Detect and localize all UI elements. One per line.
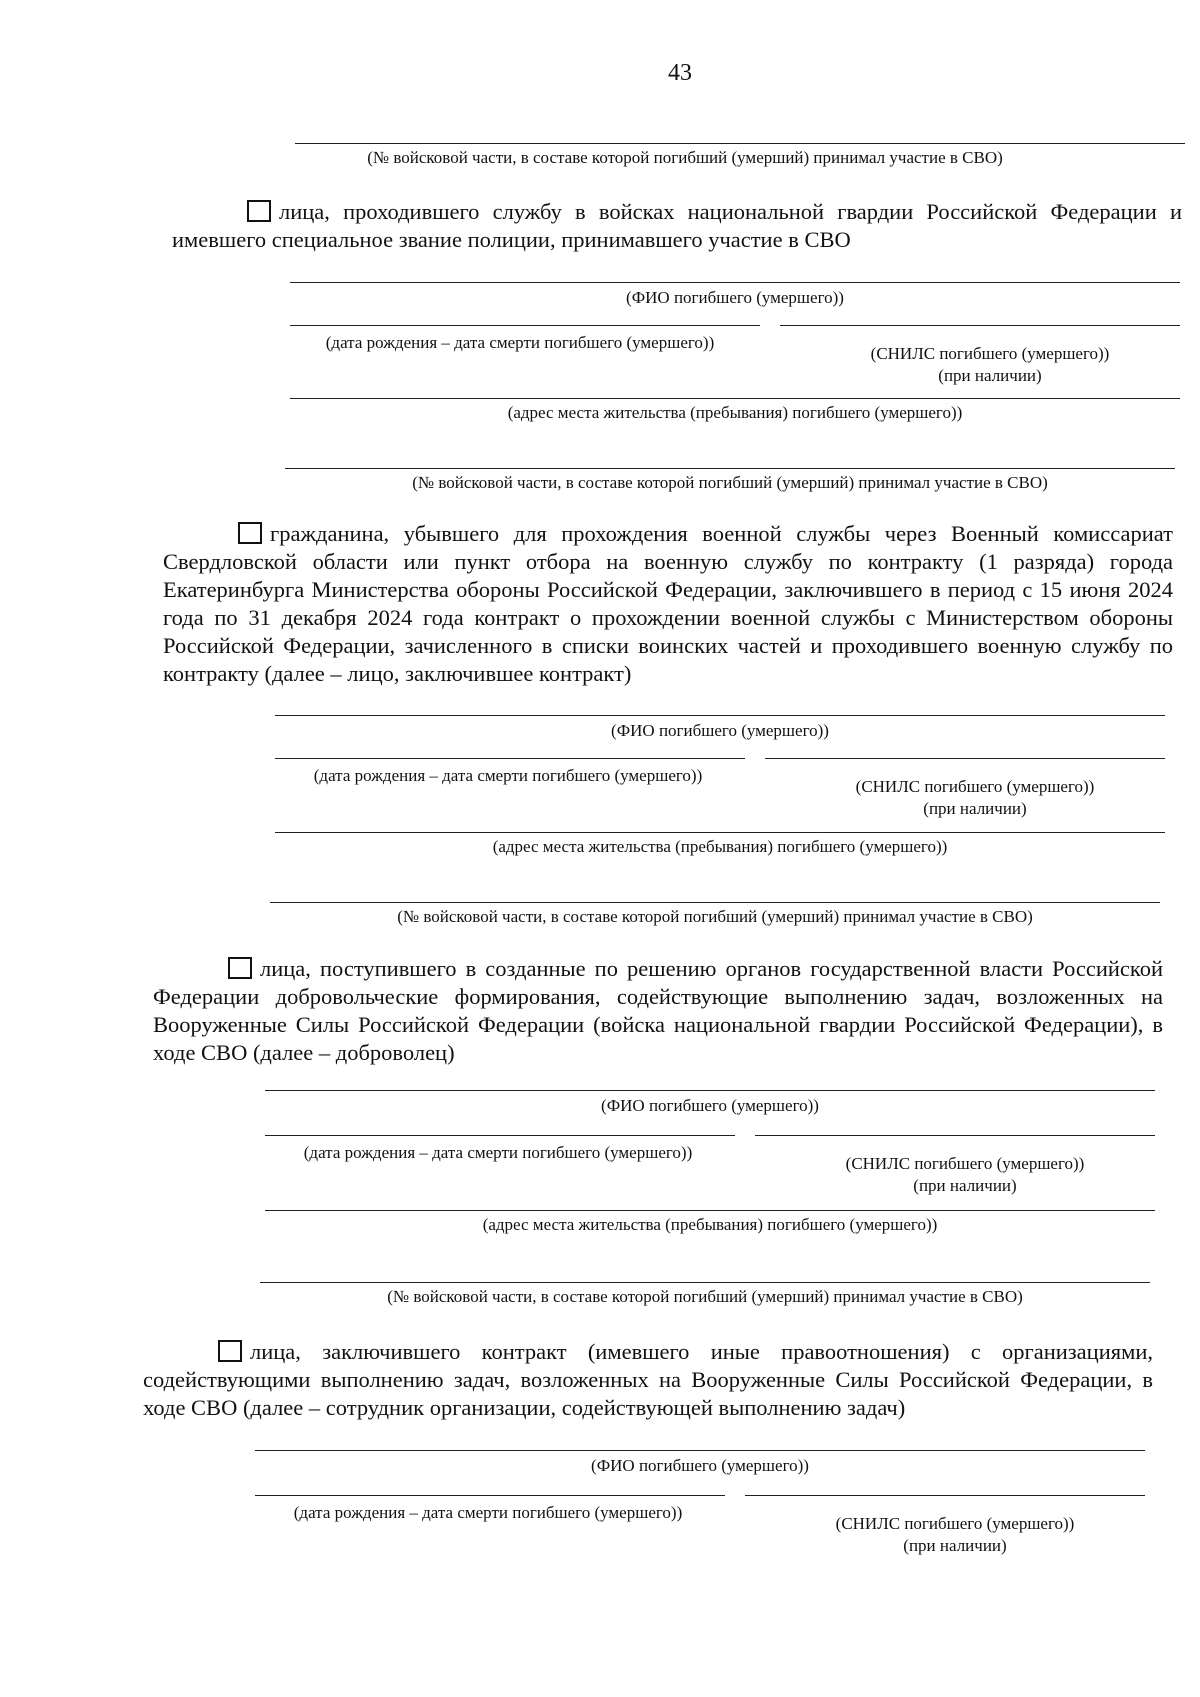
address-line[interactable]	[290, 398, 1180, 399]
option-volunteer	[153, 955, 1163, 1067]
option-national-guard-text: лица, проходившего службу в войсках национальной гвардии Российской Федерации и имевшего специальное звание полиции, принимавшего участие в СВО	[172, 199, 1182, 252]
volunteer-checkbox[interactable]	[228, 957, 252, 979]
fio-line[interactable]	[290, 282, 1180, 283]
snils-line[interactable]	[780, 325, 1180, 326]
unit-number-caption: (№ войсковой части, в составе которой погибший (умерший) принимал участие в СВО)	[412, 473, 1048, 492]
fio-caption: (ФИО погибшего (умершего))	[611, 721, 829, 740]
dates-line[interactable]	[275, 758, 745, 759]
snils-caption	[775, 1153, 1155, 1197]
dates-line[interactable]	[290, 325, 760, 326]
option-organization-employee-text: лица, заключившего контракт (имевшего иные правоотношения) с организациями, содействующими выполнению задач, возложенных на Вооруженные Силы Российской Федерации, в ходе СВО (далее – сотрудник организации, содействующей выполнению задач)	[143, 1339, 1153, 1420]
fio-line[interactable]	[275, 715, 1165, 716]
national-guard-checkbox[interactable]	[247, 200, 271, 222]
fio-line[interactable]	[255, 1450, 1145, 1451]
address-line[interactable]	[275, 832, 1165, 833]
address-caption: (адрес места жительства (пребывания) погибшего (умершего))	[507, 403, 963, 422]
unit-number-caption: (№ войсковой части, в составе которой погибший (умерший) принимал участие в СВО)	[397, 907, 1033, 926]
dates-caption: (дата рождения – дата смерти погибшего (умершего))	[303, 1143, 693, 1162]
snils-note: (при наличии)	[938, 366, 1042, 385]
snils-note: (при наличии)	[923, 799, 1027, 818]
organization-employee-checkbox[interactable]	[218, 1340, 242, 1362]
option-volunteer-text: лица, поступившего в созданные по решению органов государственной власти Российской Федерации добровольческие формирования, содействующие выполнению задач, возложенных на Вооруженные Силы Российской Федерации (войска национальной гвардии Российской Федерации), в ходе СВО (далее – доброволец)	[153, 956, 1163, 1065]
unit-number-line[interactable]	[260, 1282, 1150, 1283]
unit-number-caption: (№ войсковой части, в составе которой погибший (умерший) принимал участие в СВО)	[387, 1287, 1023, 1306]
snils-caption	[785, 776, 1165, 820]
option-organization-employee	[143, 1338, 1153, 1422]
address-caption: (адрес места жительства (пребывания) погибшего (умершего))	[492, 837, 948, 856]
option-national-guard	[172, 198, 1182, 254]
snils-line[interactable]	[765, 758, 1165, 759]
snils-caption	[765, 1513, 1145, 1557]
fio-line[interactable]	[265, 1090, 1155, 1091]
page-number: 43	[668, 60, 692, 86]
option-contract-citizen-text: гражданина, убывшего для прохождения военной службы через Военный комиссариат Свердловской области или пункт отбора на военную службу по контракту (1 разряда) города Екатеринбурга Министерства обороны Российской Федерации, заключившего в период с 15 июня 2024 года по 31 декабря 2024 года контракт о прохождении военной службы с Министерством обороны Российской Федерации, зачисленного в списки воинских частей и проходившего военную службу по контракту (далее – лицо, заключившее контракт)	[163, 521, 1173, 686]
unit-number-caption: (№ войсковой части, в составе которой погибший (умерший) принимал участие в СВО)	[367, 148, 1003, 167]
snils-line[interactable]	[755, 1135, 1155, 1136]
unit-number-line[interactable]	[270, 902, 1160, 903]
dates-caption: (дата рождения – дата смерти погибшего (умершего))	[325, 333, 715, 352]
snils-label: (СНИЛС погибшего (умершего))	[845, 1154, 1085, 1173]
snils-label: (СНИЛС погибшего (умершего))	[855, 777, 1095, 796]
dates-line[interactable]	[265, 1135, 735, 1136]
snils-label: (СНИЛС погибшего (умершего))	[870, 344, 1110, 363]
option-contract-citizen	[163, 520, 1173, 688]
snils-label: (СНИЛС погибшего (умершего))	[835, 1514, 1075, 1533]
snils-line[interactable]	[745, 1495, 1145, 1496]
snils-note: (при наличии)	[913, 1176, 1017, 1195]
fio-caption: (ФИО погибшего (умершего))	[626, 288, 844, 307]
dates-line[interactable]	[255, 1495, 725, 1496]
fio-caption: (ФИО погибшего (умершего))	[601, 1096, 819, 1115]
unit-number-line[interactable]	[295, 143, 1185, 144]
snils-note: (при наличии)	[903, 1536, 1007, 1555]
fio-caption: (ФИО погибшего (умершего))	[591, 1456, 809, 1475]
dates-caption: (дата рождения – дата смерти погибшего (умершего))	[293, 1503, 683, 1522]
snils-caption	[800, 343, 1180, 387]
contract-citizen-checkbox[interactable]	[238, 522, 262, 544]
dates-caption: (дата рождения – дата смерти погибшего (умершего))	[313, 766, 703, 785]
address-line[interactable]	[265, 1210, 1155, 1211]
unit-number-line[interactable]	[285, 468, 1175, 469]
address-caption: (адрес места жительства (пребывания) погибшего (умершего))	[482, 1215, 938, 1234]
